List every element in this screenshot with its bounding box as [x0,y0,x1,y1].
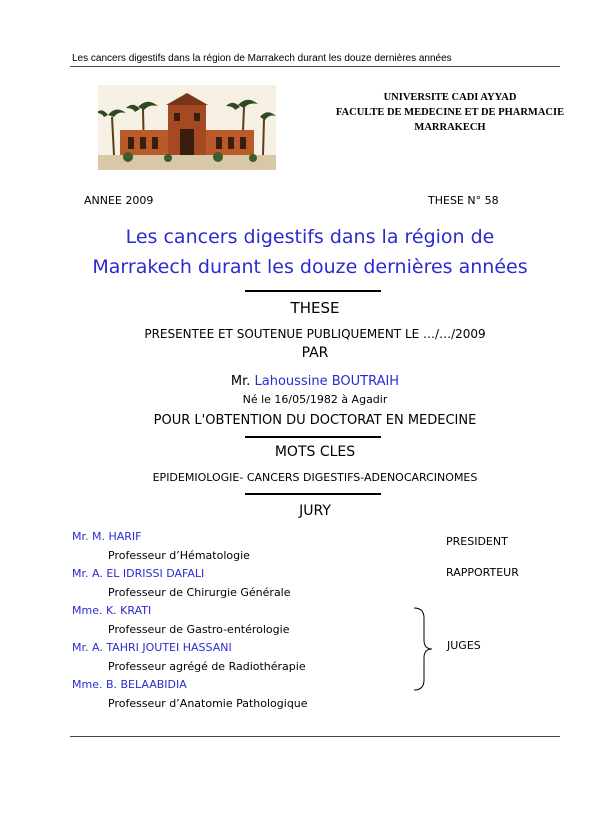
judges-brace [410,606,434,692]
year: ANNEE 2009 [84,194,154,207]
jury-member-role: Professeur d’Anatomie Pathologique [108,697,308,710]
jury-member-name: Mme. B. BELAABIDIA [72,678,187,691]
author-name: Lahoussine BOUTRAIH [254,374,400,389]
jury-member-name: Mr. A. EL IDRISSI DAFALI [72,567,205,580]
header-divider [70,66,560,67]
divider-2 [245,436,381,438]
keywords-line: EPIDEMIOLOGIE- CANCERS DIGESTIFS-ADENOCARCINOMES [152,471,478,484]
thesis-title [40,222,580,282]
birth-line: Né le 16/05/1982 à Agadir [242,393,388,406]
judges-label: JUGES [447,639,481,652]
jury-member-name: Mr. M. HARIF [72,530,142,543]
institution-block [330,90,570,135]
thesis-number: THESE N° 58 [428,194,499,207]
author-line [15,374,600,389]
president-label: PRESIDENT [446,535,508,548]
keywords-heading: MOTS CLES [274,444,356,460]
par-label: PAR [301,345,329,361]
jury-member-name: Mr. A. TAHRI JOUTEI HASSANI [72,641,232,654]
presentation-line: PRESENTEE ET SOUTENUE PUBLIQUEMENT LE …/…/2009 [144,327,486,341]
title-line-1: Les cancers digestifs dans la région de [125,226,495,248]
institution-line-3: MARRAKECH [414,122,486,133]
institution-line-2: FACULTE DE MEDECINE ET DE PHARMACIE [335,107,565,118]
jury-member-role: Professeur de Chirurgie Générale [108,586,291,599]
divider-1 [245,290,381,292]
footer-divider [70,736,560,737]
jury-member-role: Professeur agrégé de Radiothérapie [108,660,306,673]
jury-heading: JURY [299,503,331,519]
author-prefix: Mr. [230,374,251,389]
running-header: Les cancers digestifs dans la région de Marrakech durant les douze dernières années [72,53,452,64]
title-line-2: Marrakech durant les douze dernières années [92,256,528,278]
rapporteur-label: RAPPORTEUR [446,566,519,579]
institution-line-1: UNIVERSITE CADI AYYAD [383,92,517,103]
jury-member-role: Professeur de Gastro-entérologie [108,623,290,636]
these-heading: THESE [290,299,340,317]
divider-3 [245,493,381,495]
faculty-building-logo [98,85,276,170]
jury-member-role: Professeur d’Hématologie [108,549,250,562]
jury-member-name: Mme. K. KRATI [72,604,152,617]
purpose-line: POUR L'OBTENTION DU DOCTORAT EN MEDECINE [153,413,477,428]
